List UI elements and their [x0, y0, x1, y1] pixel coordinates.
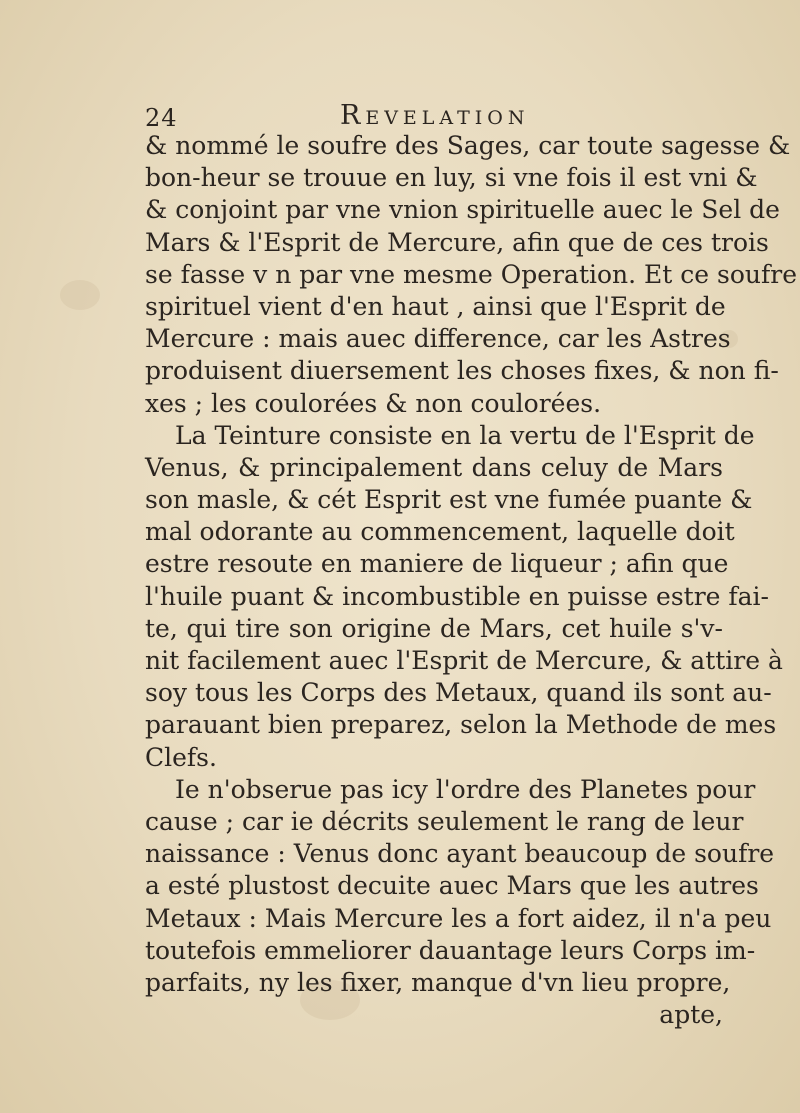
text-line: mal odorante au commencement, laquelle doit [145, 517, 735, 547]
running-title: Revelation [340, 100, 530, 131]
text-line: spirituel vient d'en haut , ainsi que l'Esprit de [145, 291, 726, 321]
text-line: bon-heur se trouue en luy, si vne fois il est vni & [145, 163, 758, 193]
text-line: a esté plustost decuite auec Mars que les autres [145, 871, 759, 901]
text-line: Metaux : Mais Mercure les a fort aidez, il n'a peu [145, 903, 772, 933]
text-line: parauant bien preparez, selon la Methode de mes [145, 710, 777, 740]
text-line: & conjoint par vne vnion spirituelle auec le Sel de [145, 195, 780, 225]
text-line: & nommé le soufre des Sages, car toute sagesse & [145, 131, 791, 160]
text-line: naissance : Venus donc ayant beaucoup de soufre [145, 839, 775, 869]
text-line: Clefs. [145, 742, 217, 772]
page-body [145, 130, 798, 1031]
text-line: te, qui tire son origine de Mars, cet huile s'v- [145, 613, 723, 643]
text-line: xes ; les coulorées & non coulorées. [145, 388, 602, 418]
catchword: apte, [659, 1000, 723, 1030]
paper-stain [60, 280, 100, 310]
text-line: Venus, & principalement dans celuy de Mars [145, 452, 723, 482]
text-line: La Teinture consiste en la vertu de l'Esprit de [175, 420, 755, 450]
text-line: nit facilement auec l'Esprit de Mercure, & attire à [145, 646, 783, 675]
page-number: 24 [145, 104, 178, 132]
text-line: se fasse v n par vne mesme Operation. Et ce soufre [145, 259, 798, 289]
text-line: cause ; car ie décrits seulement le rang de leur [145, 806, 744, 836]
text-line: parfaits, ny les fixer, manque d'vn lieu propre, [145, 967, 731, 997]
text-line: Ie n'obserue pas icy l'ordre des Planetes pour [175, 774, 756, 804]
text-line: l'huile puant & incombustible en puisse estre fai- [145, 581, 769, 611]
text-line: estre resoute en maniere de liqueur ; afin que [145, 549, 729, 579]
text-line: son masle, & cét Esprit est vne fumée puante & [145, 485, 753, 515]
text-line: Mars & l'Esprit de Mercure, afin que de ces trois [145, 227, 769, 257]
text-line: Mercure : mais auec difference, car les Astres [145, 324, 731, 354]
text-line: toutefois emmeliorer dauantage leurs Corps im- [145, 935, 756, 965]
text-line: produisent diuersement les choses fixes, & non fi- [145, 356, 779, 386]
text-line: soy tous les Corps des Metaux, quand ils sont au- [145, 678, 772, 708]
